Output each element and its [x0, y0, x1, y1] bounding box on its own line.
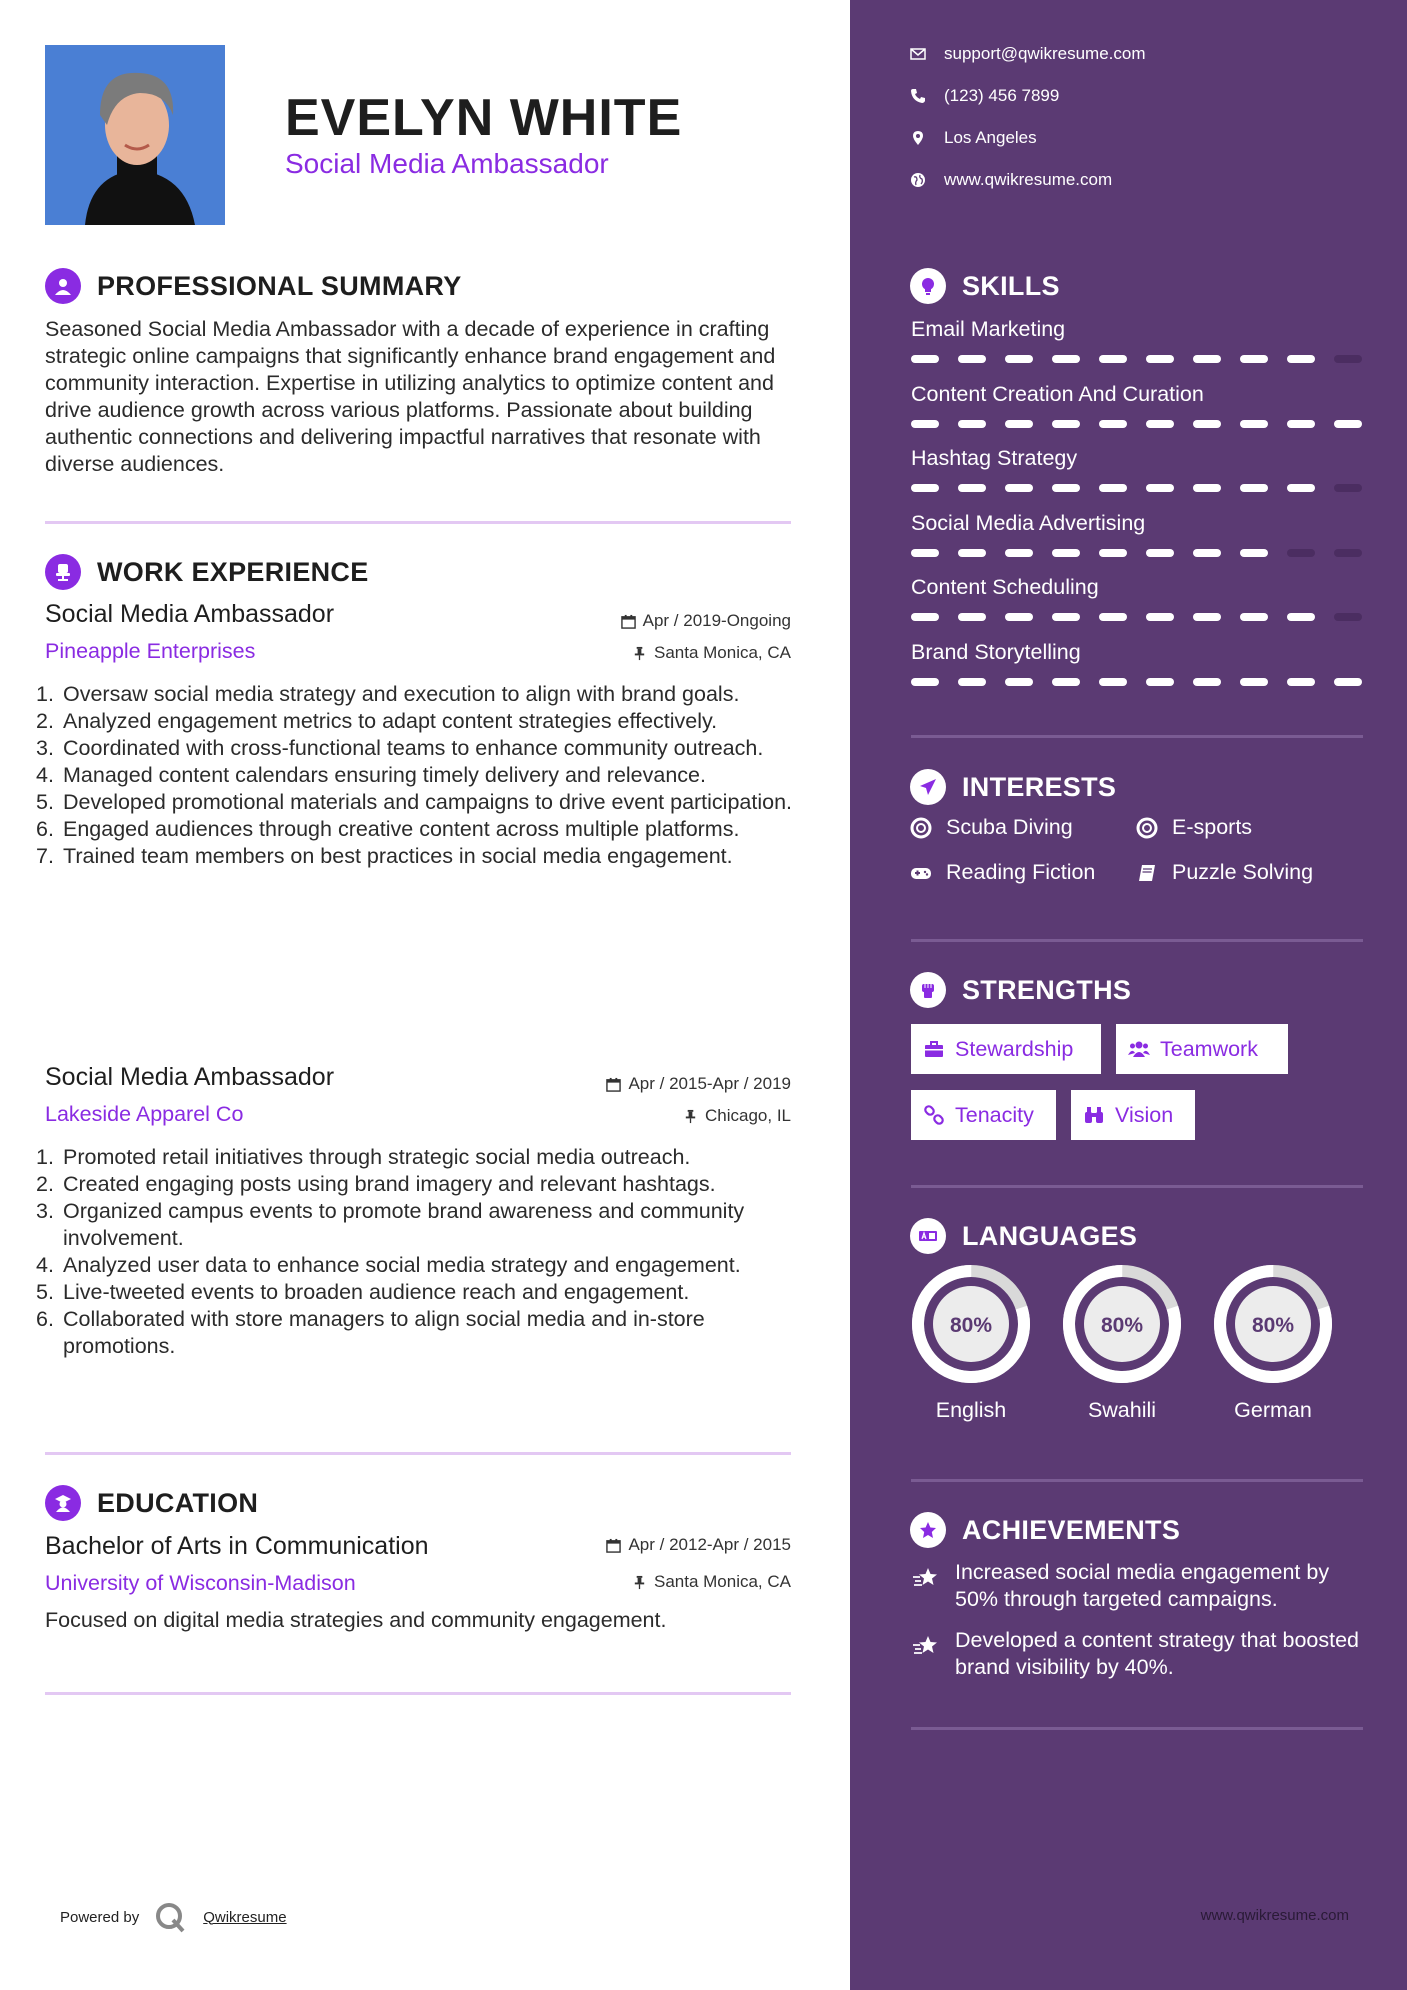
contact-email[interactable]: [910, 44, 1146, 64]
language-item: [1060, 1262, 1184, 1423]
skill-name: Content Scheduling: [911, 575, 1099, 599]
school-name: University of Wisconsin-Madison: [45, 1571, 356, 1595]
strength-label: Stewardship: [955, 1036, 1074, 1061]
skill-level-segment: [1334, 420, 1362, 428]
language-progress-ring: [909, 1262, 1033, 1386]
contact-website[interactable]: [910, 170, 1112, 190]
skill-level-segment: [1193, 484, 1221, 492]
interest-label: Puzzle Solving: [1172, 860, 1314, 884]
powered-by: [60, 1900, 287, 1934]
powered-by-label: Powered by: [60, 1908, 140, 1926]
achievements-header: [910, 1512, 1180, 1548]
job-date: [606, 1074, 791, 1094]
candidate-name: EVELYN WHITE: [285, 89, 683, 147]
skills-title: SKILLS: [962, 270, 1060, 301]
job-location: [683, 1106, 791, 1126]
company-name: Pineapple Enterprises: [45, 639, 256, 663]
skill-level-segment: [1287, 549, 1315, 557]
binoculars-icon: [1083, 1104, 1105, 1126]
job-title: Social Media Ambassador: [45, 600, 335, 628]
education-location-text: Santa Monica, CA: [653, 1572, 791, 1591]
sidebar: [850, 0, 1407, 1990]
language-progress-ring: [1211, 1262, 1335, 1386]
skill-level-segment: [1099, 678, 1127, 686]
skill-level-segment: [1193, 549, 1221, 557]
skill-level-segment: [1193, 355, 1221, 363]
list-item: 1. Promoted retail initiatives through strategic social media outreach.: [36, 1145, 691, 1169]
star-badge-icon: [910, 1512, 946, 1548]
qwikresume-logo-icon: [153, 1900, 187, 1934]
skill-name: Email Marketing: [911, 317, 1066, 341]
skill-level-segment: [911, 420, 939, 428]
list-item: 4. Managed content calendars ensuring timely delivery and relevance.: [36, 763, 706, 787]
skill-level-segment: [1287, 613, 1315, 621]
translate-icon: [910, 1218, 946, 1254]
strength-label: Tenacity: [955, 1102, 1034, 1127]
interest-item: [1136, 860, 1313, 885]
skill-level-segment: [1240, 484, 1268, 492]
job-date-text: Apr / 2019-Ongoing: [642, 611, 791, 630]
degree-title: Bachelor of Arts in Communication: [45, 1532, 429, 1560]
strength-chip: [911, 1024, 1101, 1074]
skill-level-segment: [1146, 355, 1174, 363]
lifebuoy-icon: [1136, 817, 1158, 839]
users-icon: [1128, 1038, 1150, 1060]
website-text: www.qwikresume.com: [944, 170, 1113, 189]
skill-level-segment: [1334, 484, 1362, 492]
language-progress-ring: [1060, 1262, 1184, 1386]
strength-chip: [911, 1090, 1056, 1140]
list-item: 2. Created engaging posts using brand imagery and relevant hashtags.: [36, 1172, 716, 1196]
gamepad-icon: [910, 862, 932, 884]
candidate-role: Social Media Ambassador: [285, 148, 609, 179]
skill-level-segment: [1146, 420, 1174, 428]
language-percent: 80%: [1251, 1314, 1295, 1337]
summary-text: Seasoned Social Media Ambassador with a decade of experience in crafting strategic online campaigns that significantly enhance brand engagement and community interaction. Expertise in utilizing analytics to optimize content and drive audience growth across various platforms. Passionate about building authentic connections and delivering impactful narratives that resonate with diverse audiences.: [45, 317, 776, 476]
skill-level-segment: [911, 678, 939, 686]
summary-title: PROFESSIONAL SUMMARY: [97, 270, 462, 301]
job-location-text: Santa Monica, CA: [653, 643, 791, 662]
skill-level-segment: [1146, 484, 1174, 492]
map-pin-icon: [910, 130, 926, 146]
skill-level-segment: [958, 613, 986, 621]
graduate-icon: [45, 1485, 81, 1521]
chair-icon: [45, 554, 81, 590]
skill-level-segment: [1240, 613, 1268, 621]
skill-level-segment: [1005, 549, 1033, 557]
skill-level-segment: [958, 420, 986, 428]
phone-icon: [910, 88, 926, 104]
strength-label: Vision: [1115, 1102, 1174, 1127]
skill-level-segment: [1240, 549, 1268, 557]
skill-level-segment: [1099, 484, 1127, 492]
divider: [911, 1727, 1363, 1730]
skill-level-segment: [1052, 484, 1080, 492]
language-name: English: [935, 1398, 1007, 1422]
summary-header: [45, 268, 462, 304]
skill-level-segment: [958, 355, 986, 363]
skill-level-segment: [1287, 484, 1315, 492]
profile-photo: [45, 45, 225, 225]
skill-name: Content Creation And Curation: [911, 381, 1204, 406]
link-icon: [923, 1104, 945, 1126]
skill-level-segment: [1146, 549, 1174, 557]
skill-level-segment: [1099, 420, 1127, 428]
skill-level-segment: [911, 549, 939, 557]
skill-level-segment: [1334, 678, 1362, 686]
skill-level-segment: [1099, 355, 1127, 363]
achievement-text: Increased social media engagement by 50% through targeted campaigns.: [955, 1560, 1330, 1611]
skill-name: Social Media Advertising: [911, 510, 1146, 535]
skill-level-segment: [1287, 420, 1315, 428]
list-item: 6. Engaged audiences through creative content across multiple platforms.: [36, 817, 740, 841]
job-location: [632, 643, 791, 663]
achievement-text: Developed a content strategy that boosted brand visibility by 40%.: [955, 1628, 1359, 1679]
strength-chip: [1071, 1090, 1195, 1140]
experience-header: [45, 554, 369, 590]
skill-level-segment: [911, 355, 939, 363]
skill-level-segment: [1240, 355, 1268, 363]
divider: [45, 521, 791, 524]
skill-level-segment: [1099, 613, 1127, 621]
education-date-text: Apr / 2012-Apr / 2015: [628, 1535, 791, 1554]
skill-level-segment: [1052, 613, 1080, 621]
languages-title: LANGUAGES: [962, 1220, 1138, 1251]
book-icon: [1136, 862, 1158, 884]
phone-text: (123) 456 7899: [944, 86, 1060, 105]
skills-header: [910, 268, 1060, 304]
achievement-item: [911, 1627, 1371, 1681]
education-header: [45, 1485, 258, 1521]
interest-item: [1136, 815, 1252, 840]
skill-level-segment: [1005, 355, 1033, 363]
globe-icon: [910, 172, 926, 188]
interest-item: [910, 815, 1073, 840]
language-percent: 80%: [949, 1314, 993, 1337]
list-item: 3. Organized campus events to promote brand awareness and community involvement.: [36, 1199, 745, 1250]
paper-plane-icon: [910, 769, 946, 805]
pin-icon: [683, 1109, 698, 1124]
language-name: German: [1234, 1398, 1312, 1422]
job-responsibilities: [36, 681, 796, 870]
fist-icon: [910, 972, 946, 1008]
skill-level-segment: [958, 678, 986, 686]
job-date-text: Apr / 2015-Apr / 2019: [628, 1074, 791, 1093]
list-item: 7. Trained team members on best practices in social media engagement.: [36, 844, 733, 868]
email-text: support@qwikresume.com: [944, 44, 1146, 63]
skill-level-segment: [1334, 549, 1362, 557]
brand-link[interactable]: Qwikresume: [203, 1908, 287, 1926]
skill-level-segment: [1287, 355, 1315, 363]
list-item: 1. Oversaw social media strategy and execution to align with brand goals.: [36, 682, 740, 706]
skill-level-segment: [1287, 678, 1315, 686]
list-item: 4. Analyzed user data to enhance social media strategy and engagement.: [36, 1253, 741, 1277]
list-item: 2. Analyzed engagement metrics to adapt content strategies effectively.: [36, 709, 718, 733]
language-name: Swahili: [1087, 1398, 1157, 1422]
skill-level-segment: [1146, 613, 1174, 621]
list-item: 3. Coordinated with cross-functional teams to enhance community outreach.: [36, 736, 764, 760]
pin-icon: [632, 646, 647, 661]
divider: [45, 1692, 791, 1695]
skill-level-segment: [1052, 549, 1080, 557]
skill-level-segment: [1146, 678, 1174, 686]
interest-label: Reading Fiction: [946, 860, 1096, 884]
skill-level-segment: [1005, 484, 1033, 492]
skill-level-segment: [1052, 678, 1080, 686]
skill-level-segment: [1240, 678, 1268, 686]
shooting-star-icon: [911, 1631, 941, 1661]
lightbulb-icon: [910, 268, 946, 304]
skill-level-segment: [1052, 420, 1080, 428]
skill-level-bar: [911, 355, 1362, 363]
strengths-header: [910, 972, 1131, 1008]
strength-label: Teamwork: [1160, 1036, 1258, 1061]
skill-level-segment: [1005, 613, 1033, 621]
job-title: Social Media Ambassador: [45, 1063, 335, 1091]
divider: [45, 1452, 791, 1455]
languages-header: [910, 1218, 1137, 1254]
achievement-item: [911, 1559, 1371, 1613]
strength-chip: [1116, 1024, 1288, 1074]
language-item: [909, 1262, 1033, 1423]
list-item: 6. Collaborated with store managers to align social media and in-store promotions.: [36, 1307, 705, 1358]
skill-level-bar: [911, 549, 1362, 557]
list-item: 5. Developed promotional materials and campaigns to drive event participation.: [36, 790, 793, 814]
skill-level-bar: [911, 484, 1362, 492]
skill-level-bar: [911, 420, 1362, 428]
calendar-icon: [606, 1538, 621, 1553]
skill-level-segment: [911, 613, 939, 621]
location-text: Los Angeles: [944, 128, 1037, 147]
contact-location: [910, 128, 1037, 148]
skill-level-bar: [911, 678, 1362, 686]
interest-label: Scuba Diving: [946, 815, 1073, 839]
education-location: [632, 1572, 791, 1592]
job-responsibilities: [36, 1144, 796, 1360]
divider: [911, 939, 1363, 942]
skill-level-segment: [1193, 678, 1221, 686]
skill-name: Brand Storytelling: [911, 639, 1081, 664]
interest-item: [910, 860, 1095, 885]
skill-level-segment: [1240, 420, 1268, 428]
interests-title: INTERESTS: [962, 771, 1117, 802]
pin-icon: [632, 1575, 647, 1590]
strengths-title: STRENGTHS: [962, 974, 1132, 1005]
skill-name: Hashtag Strategy: [911, 446, 1078, 470]
interests-header: [910, 769, 1116, 805]
footer-website[interactable]: www.qwikresume.com: [1200, 1907, 1349, 1924]
job-date: [621, 611, 791, 631]
calendar-icon: [606, 1077, 621, 1092]
education-description: Focused on digital media strategies and community engagement.: [45, 1608, 667, 1632]
skill-level-segment: [1005, 420, 1033, 428]
skill-level-bar: [911, 613, 1362, 621]
skill-level-segment: [958, 484, 986, 492]
education-title: EDUCATION: [97, 1487, 259, 1518]
skill-level-segment: [958, 549, 986, 557]
skill-level-segment: [1193, 420, 1221, 428]
user-icon: [45, 268, 81, 304]
skill-level-segment: [1334, 613, 1362, 621]
briefcase-icon: [923, 1038, 945, 1060]
divider: [911, 735, 1363, 738]
interest-label: E-sports: [1172, 815, 1253, 839]
shooting-star-icon: [911, 1563, 941, 1593]
envelope-icon: [910, 46, 926, 62]
list-item: 5. Live-tweeted events to broaden audience reach and engagement.: [36, 1280, 690, 1304]
experience-title: WORK EXPERIENCE: [97, 556, 369, 587]
skill-level-segment: [1099, 549, 1127, 557]
divider: [911, 1185, 1363, 1188]
education-date: [606, 1535, 791, 1555]
company-name: Lakeside Apparel Co: [45, 1102, 244, 1126]
language-item: [1211, 1262, 1335, 1423]
job-location-text: Chicago, IL: [705, 1106, 791, 1125]
contact-phone[interactable]: [910, 86, 1059, 106]
skill-level-segment: [1334, 355, 1362, 363]
skill-level-segment: [1193, 613, 1221, 621]
lifebuoy-icon: [910, 817, 932, 839]
skill-level-segment: [1052, 355, 1080, 363]
skill-level-segment: [1005, 678, 1033, 686]
achievements-title: ACHIEVEMENTS: [962, 1514, 1181, 1545]
language-percent: 80%: [1100, 1314, 1144, 1337]
skill-level-segment: [911, 484, 939, 492]
divider: [911, 1479, 1363, 1482]
calendar-icon: [621, 614, 636, 629]
